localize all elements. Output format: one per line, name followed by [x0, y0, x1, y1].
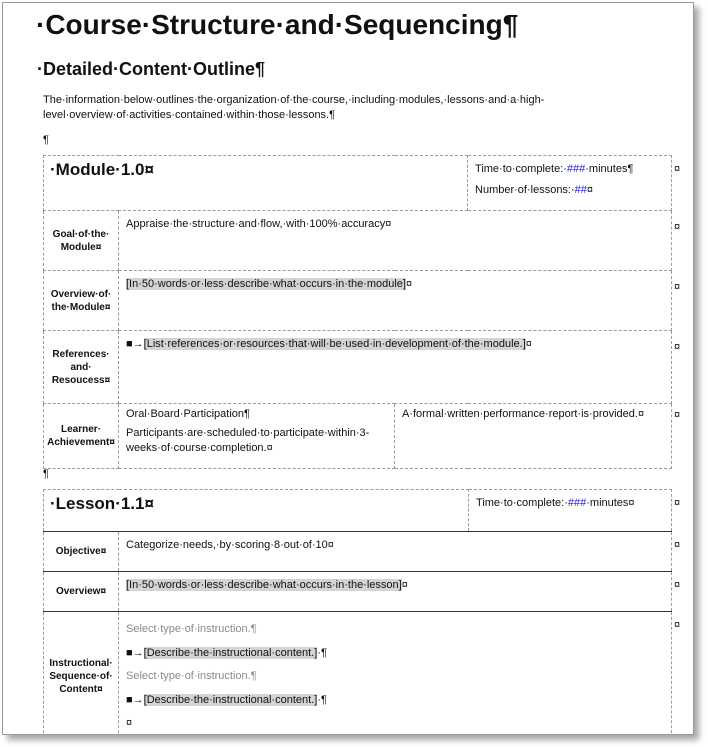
lesson-table [43, 489, 672, 735]
written-report-cell[interactable]: A·formal·written·performance·report·is·provided.¤ [395, 404, 672, 469]
references-placeholder[interactable]: ■→[List·references·or·resources·that·will·be·used·in·development·of·the·module.]¤ [119, 331, 672, 404]
lesson-overview-placeholder[interactable]: [In·50·words·or·less·describe·what·occurs·in·the·lesson]¤ [119, 572, 672, 612]
intro-paragraph: The·information·below·outlines·the·organization·of·the·course,·including·modules,·lessons·and·a·high-level·overview·of·activities·contained·within·those·lessons.¶ [43, 94, 545, 121]
section-heading: ·Detailed·Content·Outline¶ [37, 59, 266, 79]
paragraph-mark: ¶ [43, 468, 49, 480]
lesson-overview-label: Overview¤ [44, 572, 119, 612]
page-title: ·Course·Structure·and·Sequencing¶ [36, 9, 519, 40]
paragraph-mark: ¶ [43, 134, 49, 146]
module-table [43, 155, 672, 469]
oral-board-cell[interactable]: Oral·Board·Participation¶ Participants·are·scheduled·to·participate·within·3-weeks·of·course·completion.¤ [119, 404, 395, 469]
sequence-label: Instructional· Sequence·of· Content¤ [44, 612, 119, 736]
lesson-time-cell: Time·to·complete:·###·minutes¤ [469, 490, 672, 532]
select-instruction-type[interactable]: Select·type·of·instruction.¶ [126, 623, 257, 635]
bullet-arrow-icon: ■→ [126, 646, 144, 659]
overview-label: Overview·of· the·Module¤ [44, 271, 119, 331]
achievement-label: Learner· Achievement¤ [44, 404, 119, 469]
select-instruction-type[interactable]: Select·type·of·instruction.¶ [126, 670, 257, 682]
sequence-content [119, 612, 672, 736]
instructional-content-item[interactable]: ■→[Describe·the·instructional·content.]·¶ [126, 693, 327, 706]
lesson-title-cell: ·Lesson·1.1¤ [44, 490, 469, 532]
references-label: References· and· Resoucess¤ [44, 331, 119, 404]
objective-label: Objective¤ [44, 532, 119, 572]
bullet-arrow-icon: ■→ [126, 338, 144, 350]
number-of-lessons: Number·of·lessons:·##¤ [475, 184, 594, 196]
heading-marker: · [36, 9, 46, 40]
objective-text[interactable]: Categorize·needs,·by·scoring·8·out·of·10¤ [119, 532, 672, 572]
module-time-cell [468, 156, 672, 211]
goal-label: Goal·of·the· Module¤ [44, 211, 119, 271]
module-title-cell: ·Module·1.0¤ [44, 156, 468, 211]
document-page: ·Course·Structure·and·Sequencing¶ ·Detailed·Content·Outline¶ The·information·below·outlines·the·organization·of·the·course,·including·modules,·lessons·and·a·high-level·overview·of·activities·contained·within·those·lessons.¶ ¶ ·Module·1.0¤ Time·to·complete:·###·minutes¶ Number·of·lessons:·##¤ Goal·of·the· Module¤ Appraise·the·structure·and·flow,·with·100%·accuracy¤ Overview·of· the·Module¤ [In·50·words·or·less·describe·what·occurs·in·the·module]¤ References· and· Resoucess¤ ■→[List·references·or·resources·that·will·be·used·in·development·of·the·module.]¤ Learner· Achievement¤ Oral·Board·Participation¶ Participants·are·scheduled·to·participate·within·3-weeks·of·course·completion.¤ A·formal·written·performance·report·is·provided.¤ ¤ ¤ ¤ ¤ ¤ ¶ ·Lesson·1.1¤ Time·to·complete:·###·minutes¤ Objective¤ Categorize·needs,·by·scoring·8·out·of·10¤ Overview¤ [In·50·words·or·less·describe·what·occurs·in·the·lesson]¤ Instructional· Sequence·of· Content¤ Select·type·of·instruction.¶ ■→[Describe·the·instructional·content.]·¶ Select·type·of·instruction.¶ ■→[Describe·the·instructional·content.]·¶ ¤ ¤ ¤ ¤ ¤ [2, 2, 694, 735]
goal-text[interactable]: Appraise·the·structure·and·flow,·with·100%·accuracy¤ [119, 211, 672, 271]
cell-end-mark: ¤ [126, 717, 133, 729]
time-to-complete: Time·to·complete:·###·minutes¶ [475, 163, 634, 175]
bullet-arrow-icon: ■→ [126, 693, 144, 706]
instructional-content-item[interactable]: ■→[Describe·the·instructional·content.]·¶ [126, 646, 327, 659]
overview-placeholder[interactable]: [In·50·words·or·less·describe·what·occurs·in·the·module]¤ [119, 271, 672, 331]
